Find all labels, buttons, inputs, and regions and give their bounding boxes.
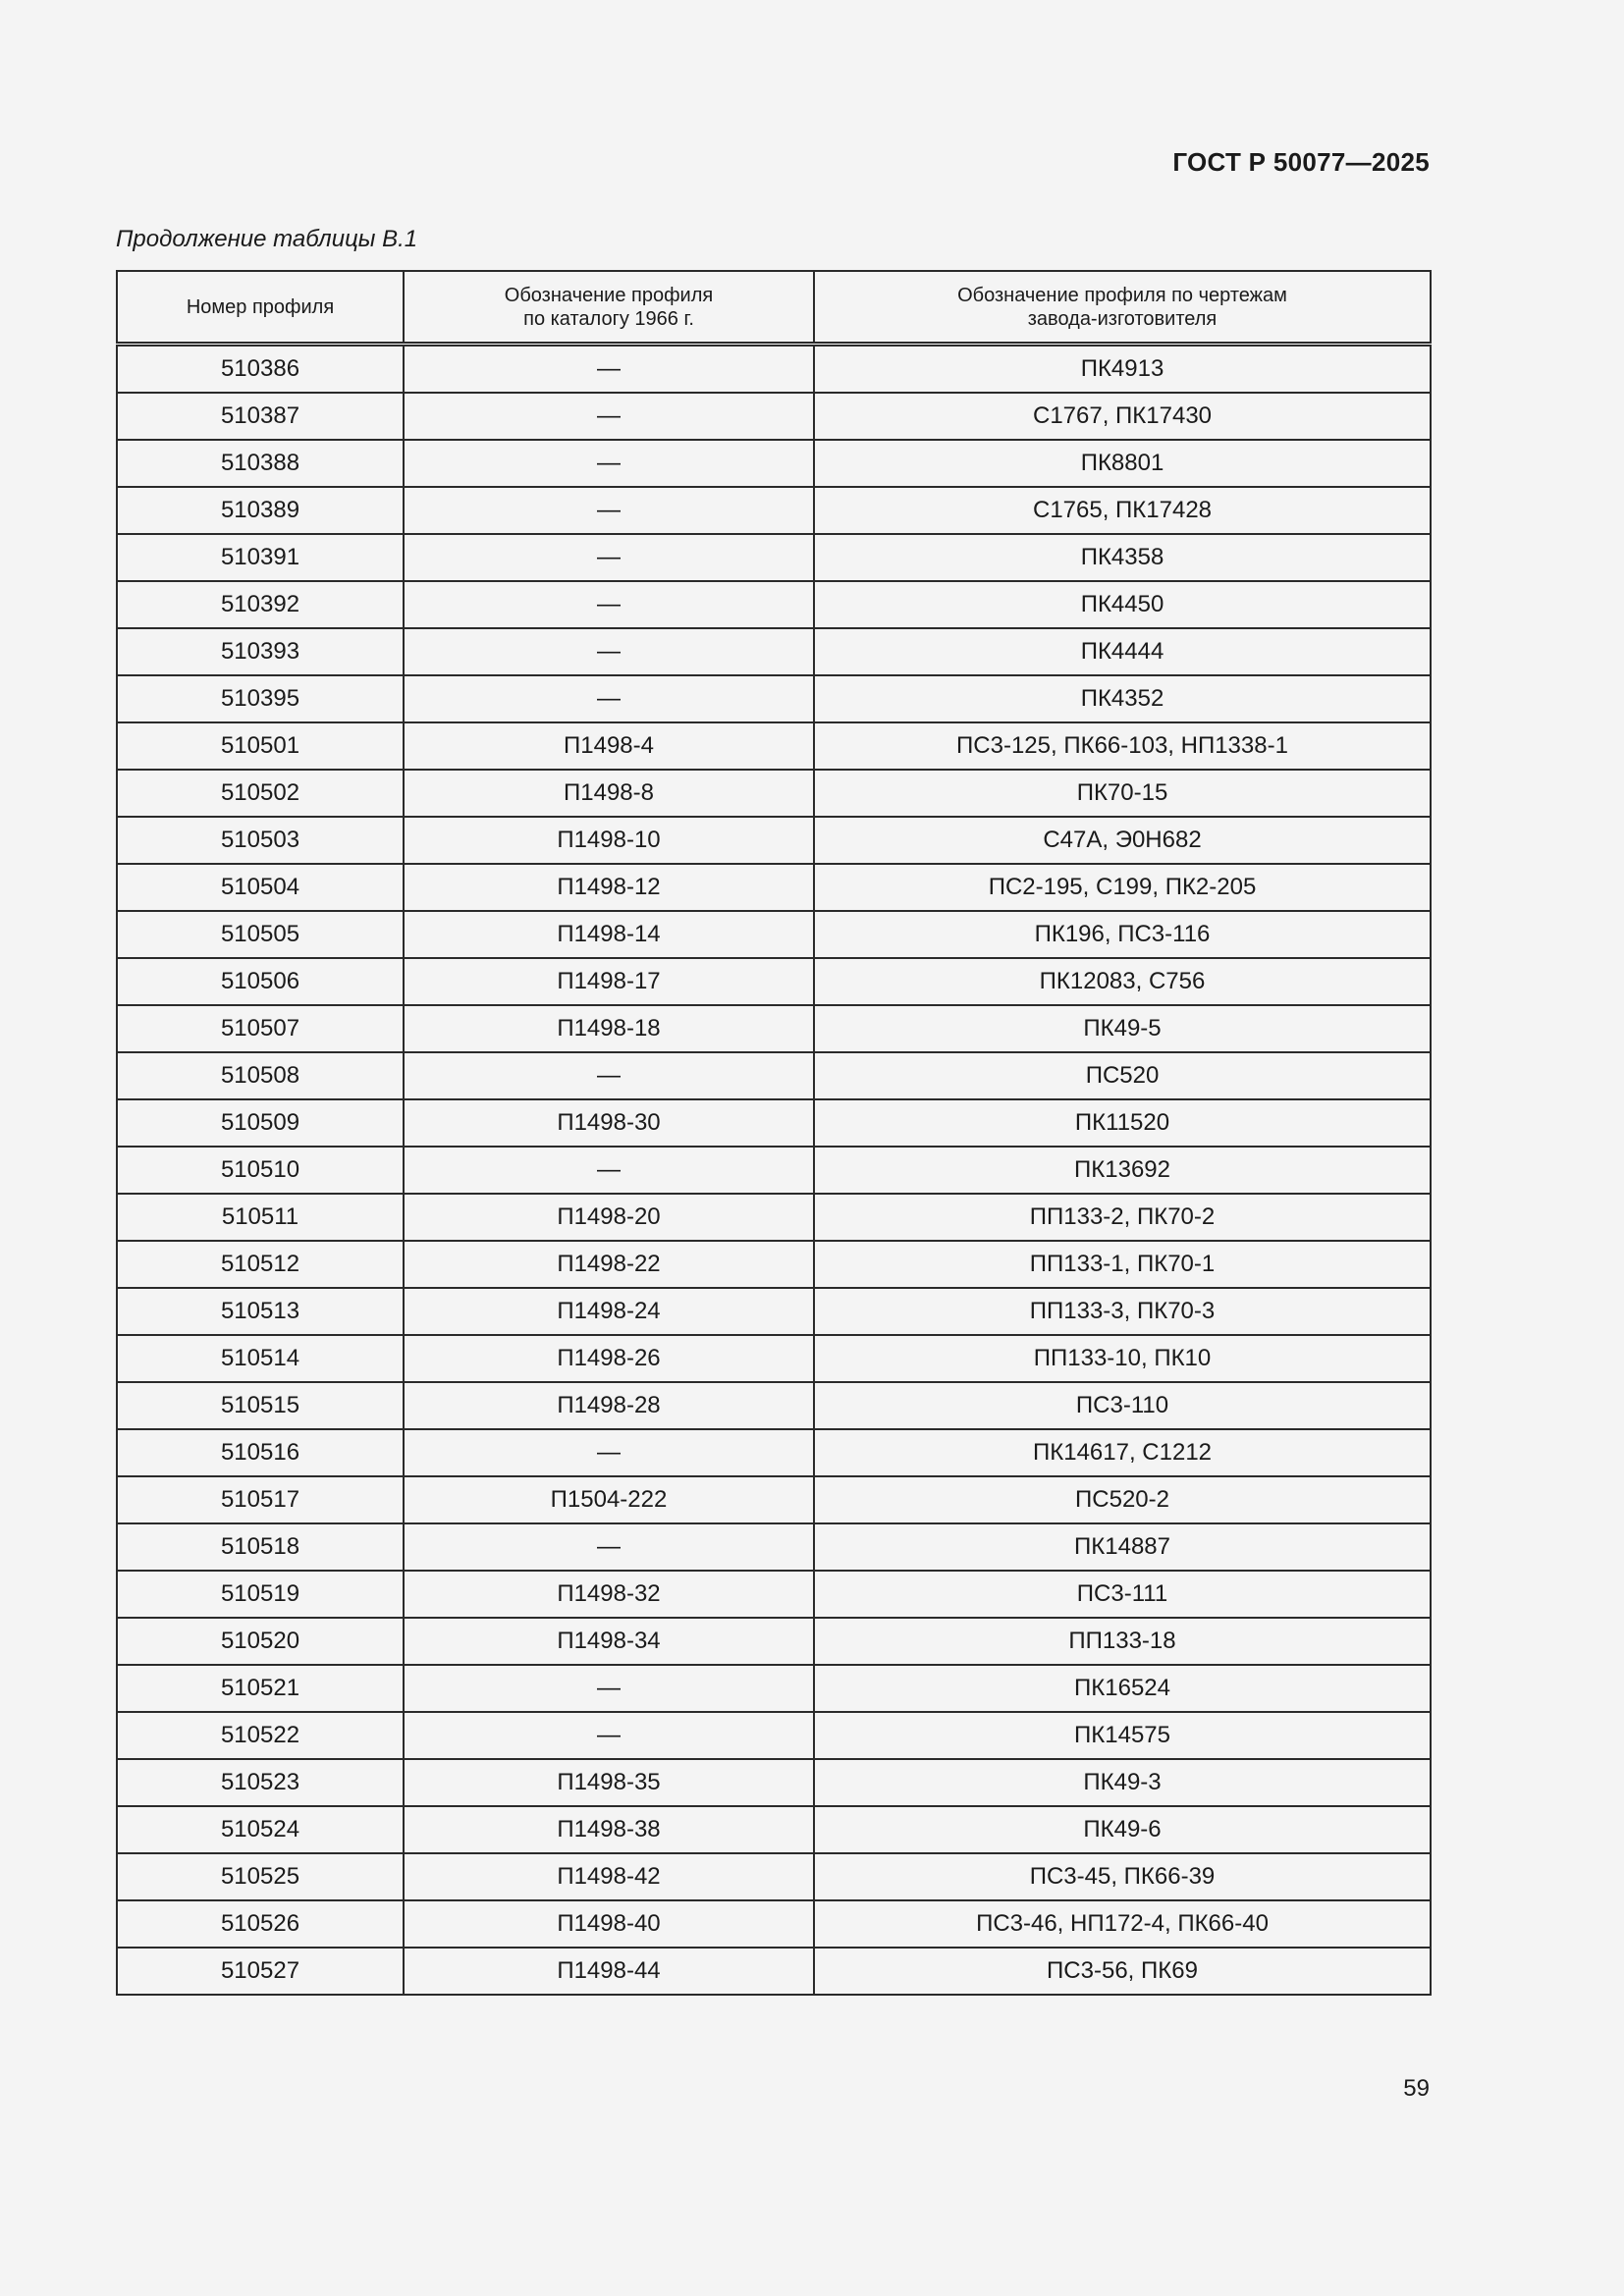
cell-profile-number: 510510 bbox=[117, 1147, 404, 1194]
cell-factory-designation: ПП133-2, ПК70-2 bbox=[814, 1194, 1431, 1241]
cell-catalog-designation: — bbox=[404, 1712, 814, 1759]
cell-factory-designation: ПК12083, С756 bbox=[814, 958, 1431, 1005]
cell-profile-number: 510517 bbox=[117, 1476, 404, 1523]
cell-factory-designation: ПС3-111 bbox=[814, 1571, 1431, 1618]
cell-catalog-designation: П1504-222 bbox=[404, 1476, 814, 1523]
cell-profile-number: 510514 bbox=[117, 1335, 404, 1382]
table-row bbox=[117, 1806, 1431, 1853]
table-row bbox=[117, 393, 1431, 440]
cell-profile-number: 510505 bbox=[117, 911, 404, 958]
cell-profile-number: 510509 bbox=[117, 1099, 404, 1147]
cell-profile-number: 510515 bbox=[117, 1382, 404, 1429]
table-row bbox=[117, 345, 1431, 394]
cell-profile-number: 510519 bbox=[117, 1571, 404, 1618]
cell-profile-number: 510522 bbox=[117, 1712, 404, 1759]
cell-catalog-designation: П1498-20 bbox=[404, 1194, 814, 1241]
cell-factory-designation: ПК8801 bbox=[814, 440, 1431, 487]
cell-profile-number: 510524 bbox=[117, 1806, 404, 1853]
cell-profile-number: 510391 bbox=[117, 534, 404, 581]
header-line: завода-изготовителя bbox=[1027, 307, 1218, 330]
cell-profile-number: 510507 bbox=[117, 1005, 404, 1052]
cell-catalog-designation: П1498-24 bbox=[404, 1288, 814, 1335]
table-row bbox=[117, 864, 1431, 911]
table-row bbox=[117, 1288, 1431, 1335]
table-row bbox=[117, 675, 1431, 722]
cell-factory-designation: ПК49-6 bbox=[814, 1806, 1431, 1853]
cell-profile-number: 510513 bbox=[117, 1288, 404, 1335]
cell-factory-designation: ПК4352 bbox=[814, 675, 1431, 722]
cell-catalog-designation: П1498-38 bbox=[404, 1806, 814, 1853]
table-row bbox=[117, 722, 1431, 770]
table-row bbox=[117, 1759, 1431, 1806]
page-number: 59 bbox=[1403, 2075, 1430, 2102]
cell-catalog-designation: П1498-32 bbox=[404, 1571, 814, 1618]
cell-catalog-designation: — bbox=[404, 581, 814, 628]
cell-profile-number: 510502 bbox=[117, 770, 404, 817]
cell-factory-designation: ПС3-125, ПК66-103, НП1338-1 bbox=[814, 722, 1431, 770]
table-row bbox=[117, 1665, 1431, 1712]
cell-factory-designation: ПК11520 bbox=[814, 1099, 1431, 1147]
table-header-row bbox=[117, 271, 1431, 345]
cell-factory-designation: ПС520 bbox=[814, 1052, 1431, 1099]
cell-factory-designation: ПК4913 bbox=[814, 345, 1431, 394]
cell-profile-number: 510521 bbox=[117, 1665, 404, 1712]
cell-profile-number: 510504 bbox=[117, 864, 404, 911]
cell-factory-designation: ПС3-110 bbox=[814, 1382, 1431, 1429]
cell-profile-number: 510526 bbox=[117, 1900, 404, 1948]
table-caption: Продолжение таблицы В.1 bbox=[116, 226, 418, 252]
cell-profile-number: 510386 bbox=[117, 345, 404, 394]
cell-factory-designation: ПС3-46, НП172-4, ПК66-40 bbox=[814, 1900, 1431, 1948]
table-row bbox=[117, 1147, 1431, 1194]
table-row bbox=[117, 1712, 1431, 1759]
cell-factory-designation: ПК14617, С1212 bbox=[814, 1429, 1431, 1476]
table-row bbox=[117, 1052, 1431, 1099]
cell-profile-number: 510387 bbox=[117, 393, 404, 440]
cell-catalog-designation: П1498-8 bbox=[404, 770, 814, 817]
table-body bbox=[117, 345, 1431, 1996]
cell-factory-designation: ПК13692 bbox=[814, 1147, 1431, 1194]
cell-catalog-designation: П1498-40 bbox=[404, 1900, 814, 1948]
cell-catalog-designation: — bbox=[404, 628, 814, 675]
cell-factory-designation: ПК16524 bbox=[814, 1665, 1431, 1712]
table-row bbox=[117, 581, 1431, 628]
cell-factory-designation: ПП133-18 bbox=[814, 1618, 1431, 1665]
table-row bbox=[117, 440, 1431, 487]
cell-profile-number: 510520 bbox=[117, 1618, 404, 1665]
cell-factory-designation: С47А, Э0Н682 bbox=[814, 817, 1431, 864]
cell-factory-designation: ПК4358 bbox=[814, 534, 1431, 581]
cell-profile-number: 510388 bbox=[117, 440, 404, 487]
cell-factory-designation: ПК14575 bbox=[814, 1712, 1431, 1759]
cell-catalog-designation: — bbox=[404, 487, 814, 534]
cell-catalog-designation: — bbox=[404, 1147, 814, 1194]
cell-profile-number: 510501 bbox=[117, 722, 404, 770]
cell-profile-number: 510523 bbox=[117, 1759, 404, 1806]
cell-profile-number: 510506 bbox=[117, 958, 404, 1005]
cell-factory-designation: ПП133-10, ПК10 bbox=[814, 1335, 1431, 1382]
cell-factory-designation: ПК49-5 bbox=[814, 1005, 1431, 1052]
column-header-factory-designation bbox=[814, 271, 1431, 345]
document-code: ГОСТ Р 50077—2025 bbox=[1172, 147, 1430, 177]
cell-factory-designation: ПК4444 bbox=[814, 628, 1431, 675]
cell-profile-number: 510393 bbox=[117, 628, 404, 675]
cell-catalog-designation: — bbox=[404, 534, 814, 581]
cell-profile-number: 510389 bbox=[117, 487, 404, 534]
cell-profile-number: 510392 bbox=[117, 581, 404, 628]
cell-catalog-designation: — bbox=[404, 440, 814, 487]
cell-factory-designation: ПК70-15 bbox=[814, 770, 1431, 817]
cell-catalog-designation: П1498-28 bbox=[404, 1382, 814, 1429]
cell-catalog-designation: П1498-14 bbox=[404, 911, 814, 958]
cell-catalog-designation: П1498-44 bbox=[404, 1948, 814, 1995]
cell-profile-number: 510508 bbox=[117, 1052, 404, 1099]
cell-factory-designation: ПС520-2 bbox=[814, 1476, 1431, 1523]
cell-profile-number: 510527 bbox=[117, 1948, 404, 1995]
cell-catalog-designation: П1498-22 bbox=[404, 1241, 814, 1288]
cell-profile-number: 510511 bbox=[117, 1194, 404, 1241]
cell-profile-number: 510516 bbox=[117, 1429, 404, 1476]
cell-catalog-designation: П1498-30 bbox=[404, 1099, 814, 1147]
cell-catalog-designation: П1498-42 bbox=[404, 1853, 814, 1900]
cell-catalog-designation: — bbox=[404, 1429, 814, 1476]
cell-factory-designation: ПП133-1, ПК70-1 bbox=[814, 1241, 1431, 1288]
column-header-catalog-designation bbox=[404, 271, 814, 345]
cell-factory-designation: ПК49-3 bbox=[814, 1759, 1431, 1806]
table-row bbox=[117, 817, 1431, 864]
cell-catalog-designation: — bbox=[404, 675, 814, 722]
cell-catalog-designation: П1498-18 bbox=[404, 1005, 814, 1052]
table-row bbox=[117, 1571, 1431, 1618]
table-row bbox=[117, 1335, 1431, 1382]
table-row bbox=[117, 1241, 1431, 1288]
cell-catalog-designation: П1498-12 bbox=[404, 864, 814, 911]
table-row bbox=[117, 1948, 1431, 1995]
table-row bbox=[117, 487, 1431, 534]
table-row bbox=[117, 1194, 1431, 1241]
table-row bbox=[117, 1853, 1431, 1900]
column-header-profile-number bbox=[117, 271, 404, 345]
cell-catalog-designation: П1498-35 bbox=[404, 1759, 814, 1806]
table-row bbox=[117, 770, 1431, 817]
table-row bbox=[117, 1005, 1431, 1052]
cell-catalog-designation: П1498-4 bbox=[404, 722, 814, 770]
cell-profile-number: 510503 bbox=[117, 817, 404, 864]
cell-catalog-designation: П1498-17 bbox=[404, 958, 814, 1005]
table-row bbox=[117, 1618, 1431, 1665]
cell-factory-designation: С1767, ПК17430 bbox=[814, 393, 1431, 440]
cell-profile-number: 510518 bbox=[117, 1523, 404, 1571]
table-row bbox=[117, 1382, 1431, 1429]
table-row bbox=[117, 1900, 1431, 1948]
table-row bbox=[117, 628, 1431, 675]
cell-profile-number: 510395 bbox=[117, 675, 404, 722]
cell-factory-designation: ПС2-195, С199, ПК2-205 bbox=[814, 864, 1431, 911]
table-row bbox=[117, 1523, 1431, 1571]
cell-catalog-designation: П1498-10 bbox=[404, 817, 814, 864]
header-line: Номер профиля bbox=[186, 295, 335, 318]
cell-catalog-designation: — bbox=[404, 393, 814, 440]
cell-factory-designation: ПК196, ПС3-116 bbox=[814, 911, 1431, 958]
cell-factory-designation: С1765, ПК17428 bbox=[814, 487, 1431, 534]
cell-catalog-designation: П1498-26 bbox=[404, 1335, 814, 1382]
cell-catalog-designation: — bbox=[404, 1665, 814, 1712]
cell-factory-designation: ПК4450 bbox=[814, 581, 1431, 628]
cell-catalog-designation: — bbox=[404, 345, 814, 394]
table-row bbox=[117, 1099, 1431, 1147]
cell-profile-number: 510512 bbox=[117, 1241, 404, 1288]
profiles-table bbox=[116, 270, 1432, 1996]
table-row bbox=[117, 1429, 1431, 1476]
table-row bbox=[117, 1476, 1431, 1523]
table-row bbox=[117, 534, 1431, 581]
cell-factory-designation: ПК14887 bbox=[814, 1523, 1431, 1571]
table-row bbox=[117, 958, 1431, 1005]
cell-catalog-designation: — bbox=[404, 1523, 814, 1571]
cell-factory-designation: ПС3-45, ПК66-39 bbox=[814, 1853, 1431, 1900]
header-line: Обозначение профиля по чертежам bbox=[957, 284, 1287, 306]
cell-profile-number: 510525 bbox=[117, 1853, 404, 1900]
header-line: Обозначение профиля bbox=[504, 284, 714, 306]
header-line: по каталогу 1966 г. bbox=[523, 307, 694, 330]
cell-catalog-designation: — bbox=[404, 1052, 814, 1099]
table-row bbox=[117, 911, 1431, 958]
cell-catalog-designation: П1498-34 bbox=[404, 1618, 814, 1665]
cell-factory-designation: ПС3-56, ПК69 bbox=[814, 1948, 1431, 1995]
cell-factory-designation: ПП133-3, ПК70-3 bbox=[814, 1288, 1431, 1335]
